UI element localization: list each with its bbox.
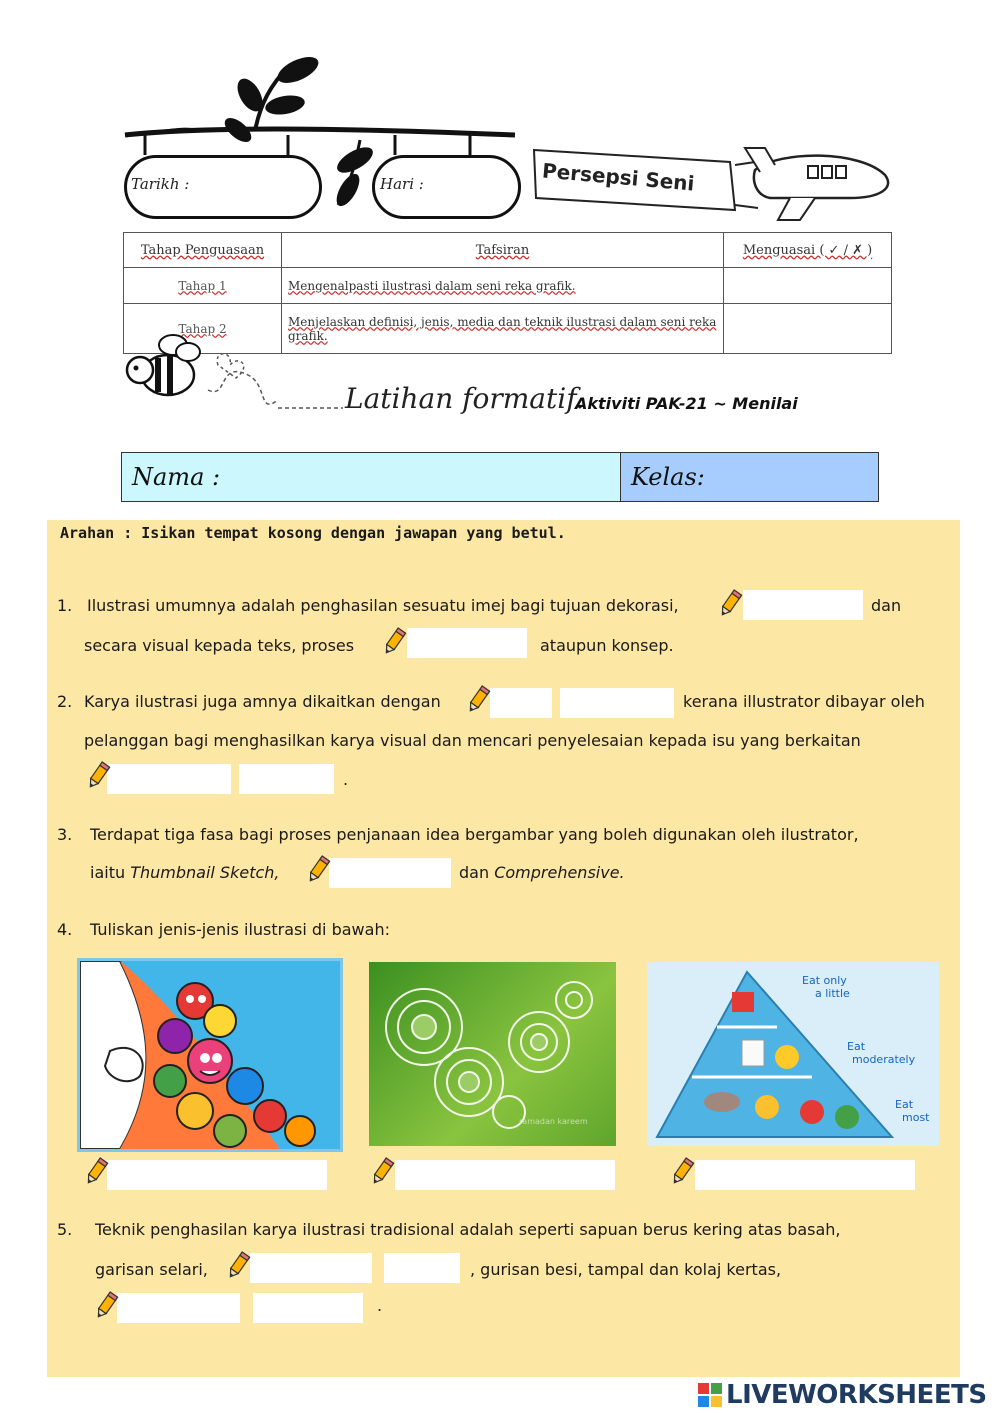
pencil-icon	[465, 684, 491, 714]
table-row-2-tafsiran: Menjelaskan definisi, jenis, media dan teknik ilustrasi dalam seni reka grafik.	[282, 304, 724, 354]
q2-answer-2[interactable]	[560, 688, 674, 718]
q3-text-c-italic: Comprehensive.	[494, 863, 625, 882]
pencil-icon	[717, 588, 743, 618]
q5-text-b: garisan selari,	[95, 1260, 208, 1279]
q4-answer-2[interactable]	[395, 1160, 615, 1190]
q1-number: 1.	[57, 596, 73, 615]
nama-field[interactable]	[121, 452, 621, 502]
nama-label: Nama :	[132, 463, 221, 491]
q4-answer-3[interactable]	[695, 1160, 915, 1190]
q2-answer-1[interactable]	[490, 688, 552, 718]
kelas-field[interactable]	[620, 452, 879, 502]
q1-answer-1[interactable]	[743, 590, 863, 620]
q3-number: 3.	[57, 825, 73, 844]
food-pyramid-illustration-image	[647, 962, 939, 1146]
tarikh-label: Tarikh :	[131, 175, 190, 193]
liveworksheets-brand[interactable]: LIVEWORKSHEETS	[726, 1380, 987, 1410]
bee-icon	[118, 320, 348, 430]
q3-text-c	[459, 863, 625, 882]
q4-text-a: Tuliskan jenis-jenis ilustrasi di bawah:	[90, 920, 390, 939]
pencil-icon	[225, 1250, 251, 1280]
table-row-2-tahap: Tahap 2	[124, 304, 282, 354]
q3-text-b-italic: Thumbnail Sketch,	[130, 863, 280, 882]
aktiviti-label: Aktiviti PAK-21 ~ Menilai	[575, 394, 798, 413]
q5-text-c: , gurisan besi, tampal dan kolaj kertas,	[470, 1260, 782, 1279]
q1-answer-2[interactable]	[407, 628, 527, 658]
table-header-menguasai: Menguasai ( ✓ / ✗ )	[724, 233, 892, 268]
hari-label: Hari :	[380, 175, 424, 193]
q5-answer-3[interactable]	[117, 1293, 240, 1323]
q2-text-d: .	[343, 770, 349, 789]
q3-text-b	[90, 863, 279, 882]
q4-answer-1[interactable]	[107, 1160, 327, 1190]
q3-text-a: Terdapat tiga fasa bagi proses penjanaan idea bergambar yang boleh digunakan oleh ilustrator,	[90, 825, 859, 844]
q5-answer-4[interactable]	[253, 1293, 363, 1323]
table-row-1-tahap: Tahap 1	[124, 268, 282, 304]
q5-text-d: .	[377, 1296, 383, 1315]
q2-text-a: Karya ilustrasi juga amnya dikaitkan dengan	[84, 692, 441, 711]
q2-text-b: kerana illustrator dibayar oleh	[683, 692, 925, 711]
q4-number: 4.	[57, 920, 73, 939]
table-header-tahap: Tahap Penguasaan	[124, 233, 282, 268]
q1-text-b: dan	[871, 596, 902, 615]
q3-answer-1[interactable]	[329, 858, 451, 888]
pattern-caption: ramadan kareem	[519, 1117, 588, 1126]
pencil-icon	[83, 1156, 109, 1186]
q1-text-d: ataupun konsep.	[540, 636, 674, 655]
food-label-most: most	[902, 1111, 930, 1124]
food-label-eat-only: Eat only	[802, 974, 847, 987]
q5-number: 5.	[57, 1220, 73, 1239]
q5-answer-2[interactable]	[384, 1253, 460, 1283]
pencil-icon	[669, 1156, 695, 1186]
latihan-title: Latihan formatif.	[345, 382, 585, 415]
food-label-a-little: a little	[815, 987, 850, 1000]
arahan-text: Arahan : Isikan tempat kosong dengan jawapan yang betul.	[60, 524, 566, 542]
liveworksheets-logo-icon	[697, 1382, 723, 1408]
worksheet-area	[47, 520, 960, 1377]
food-label-eat-1: Eat	[847, 1040, 866, 1053]
pencil-icon	[369, 1156, 395, 1186]
q1-text-a: Ilustrasi umumnya adalah penghasilan sesuatu imej bagi tujuan dekorasi,	[87, 596, 679, 615]
q2-text-c: pelanggan bagi menghasilkan karya visual dan mencari penyelesaian kepada isu yang berkaitan	[84, 731, 861, 750]
banner-title: Persepsi Seni	[541, 158, 696, 196]
table-row-1-menguasai[interactable]	[724, 268, 892, 304]
q2-answer-3[interactable]	[107, 764, 231, 794]
pencil-icon	[85, 760, 111, 790]
table-header-tafsiran: Tafsiran	[282, 233, 724, 268]
q5-text-a: Teknik penghasilan karya ilustrasi tradisional adalah seperti sapuan berus kering atas basah,	[95, 1220, 841, 1239]
cartoon-illustration-image	[77, 958, 343, 1152]
pencil-icon	[305, 854, 331, 884]
food-label-moderately: moderately	[852, 1053, 916, 1066]
pattern-illustration-image	[369, 962, 616, 1146]
table-row-1-tafsiran: Mengenalpasti ilustrasi dalam seni reka grafik.	[282, 268, 724, 304]
q3-text-b-plain: iaitu	[90, 863, 131, 882]
table-row-2-menguasai[interactable]	[724, 304, 892, 354]
pencil-icon	[93, 1290, 119, 1320]
food-label-eat-2: Eat	[895, 1098, 914, 1111]
kelas-label: Kelas:	[631, 463, 705, 491]
q2-number: 2.	[57, 692, 73, 711]
q1-text-c: secara visual kepada teks, proses	[84, 636, 355, 655]
q3-text-c-plain: dan	[459, 863, 495, 882]
q2-answer-4[interactable]	[239, 764, 334, 794]
q5-answer-1[interactable]	[250, 1253, 372, 1283]
pencil-icon	[381, 626, 407, 656]
